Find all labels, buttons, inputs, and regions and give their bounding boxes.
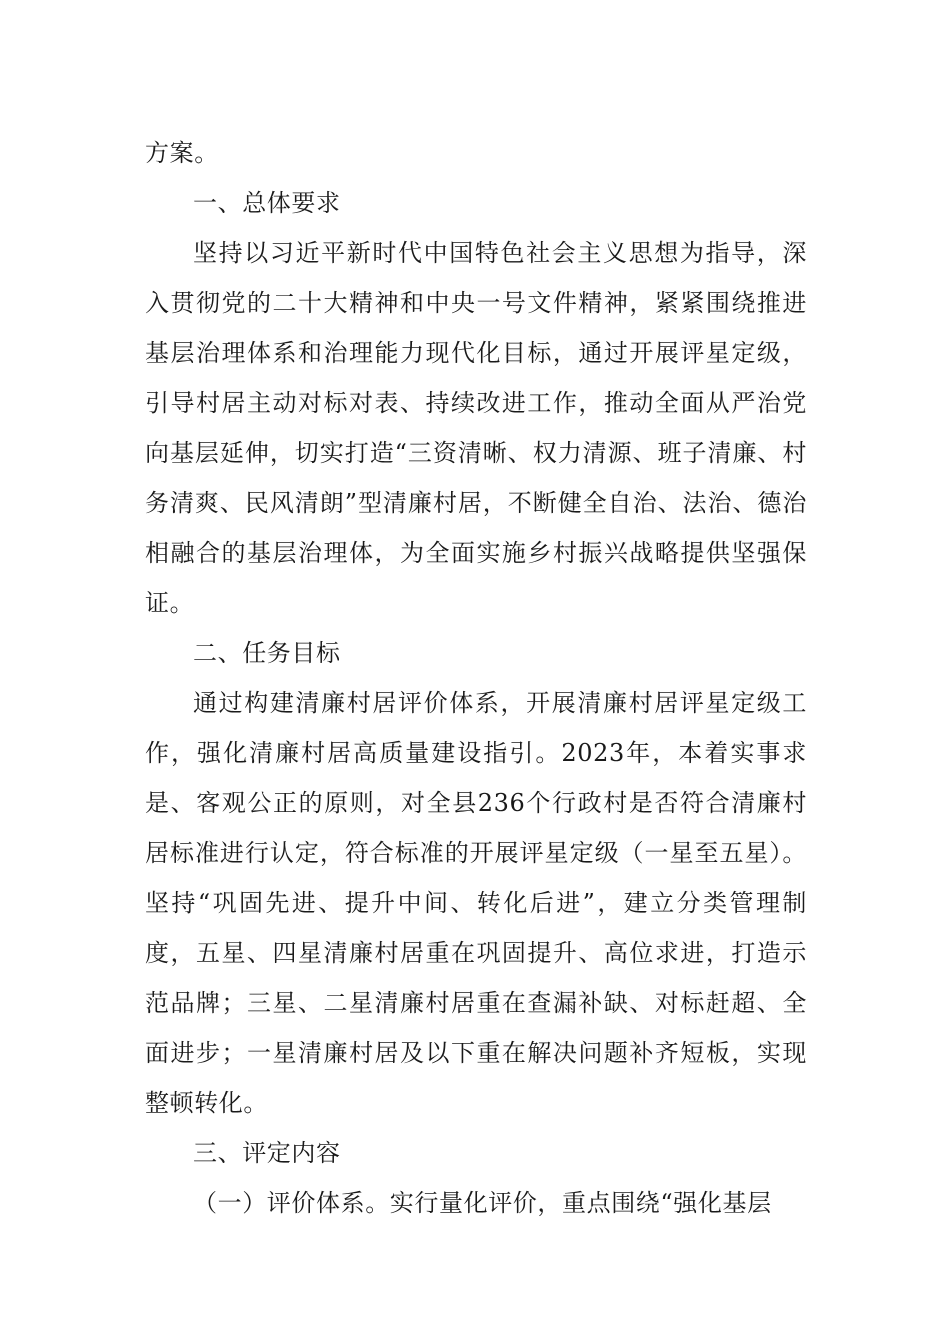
paragraph-general-requirements: 坚持以习近平新时代中国特色社会主义思想为指导，深入贯彻党的二十大精神和中央一号文件精神，紧紧围绕推进基层治理体系和治理能力现代化目标，通过开展评星定级，引导村居主动对标对表、持续改进工作，推动全面从严治党向基层延伸，切实打造“三资清晰、权力清源、班子清廉、村务清爽、民风清朗”型清廉村居，不断健全自治、法治、德治相融合的基层治理体，为全面实施乡村振兴战略提供坚强保证。 (145, 239, 807, 617)
section-heading-general-requirements: 一、总体要求 (193, 189, 341, 217)
paragraph-evaluation-system: （一）评价体系。实行量化评价，重点围绕“强化基层 (193, 1189, 772, 1217)
section-heading-task-goals: 二、任务目标 (193, 639, 341, 667)
document-body (145, 128, 807, 1228)
continuation-paragraph: 方案。 (145, 139, 219, 167)
section-heading-evaluation-content: 三、评定内容 (193, 1139, 341, 1167)
paragraph-task-goals: 通过构建清廉村居评价体系，开展清廉村居评星定级工作，强化清廉村居高质量建设指引。2023年，本着实事求是、客观公正的原则，对全县236个行政村是否符合清廉村居标准进行认定，符合标准的开展评星定级（一星至五星）。坚持“巩固先进、提升中间、转化后进”，建立分类管理制度，五星、四星清廉村居重在巩固提升、高位求进，打造示范品牌；三星、二星清廉村居重在查漏补缺、对标赶超、全面进步；一星清廉村居及以下重在解决问题补齐短板，实现整顿转化。 (145, 689, 807, 1117)
